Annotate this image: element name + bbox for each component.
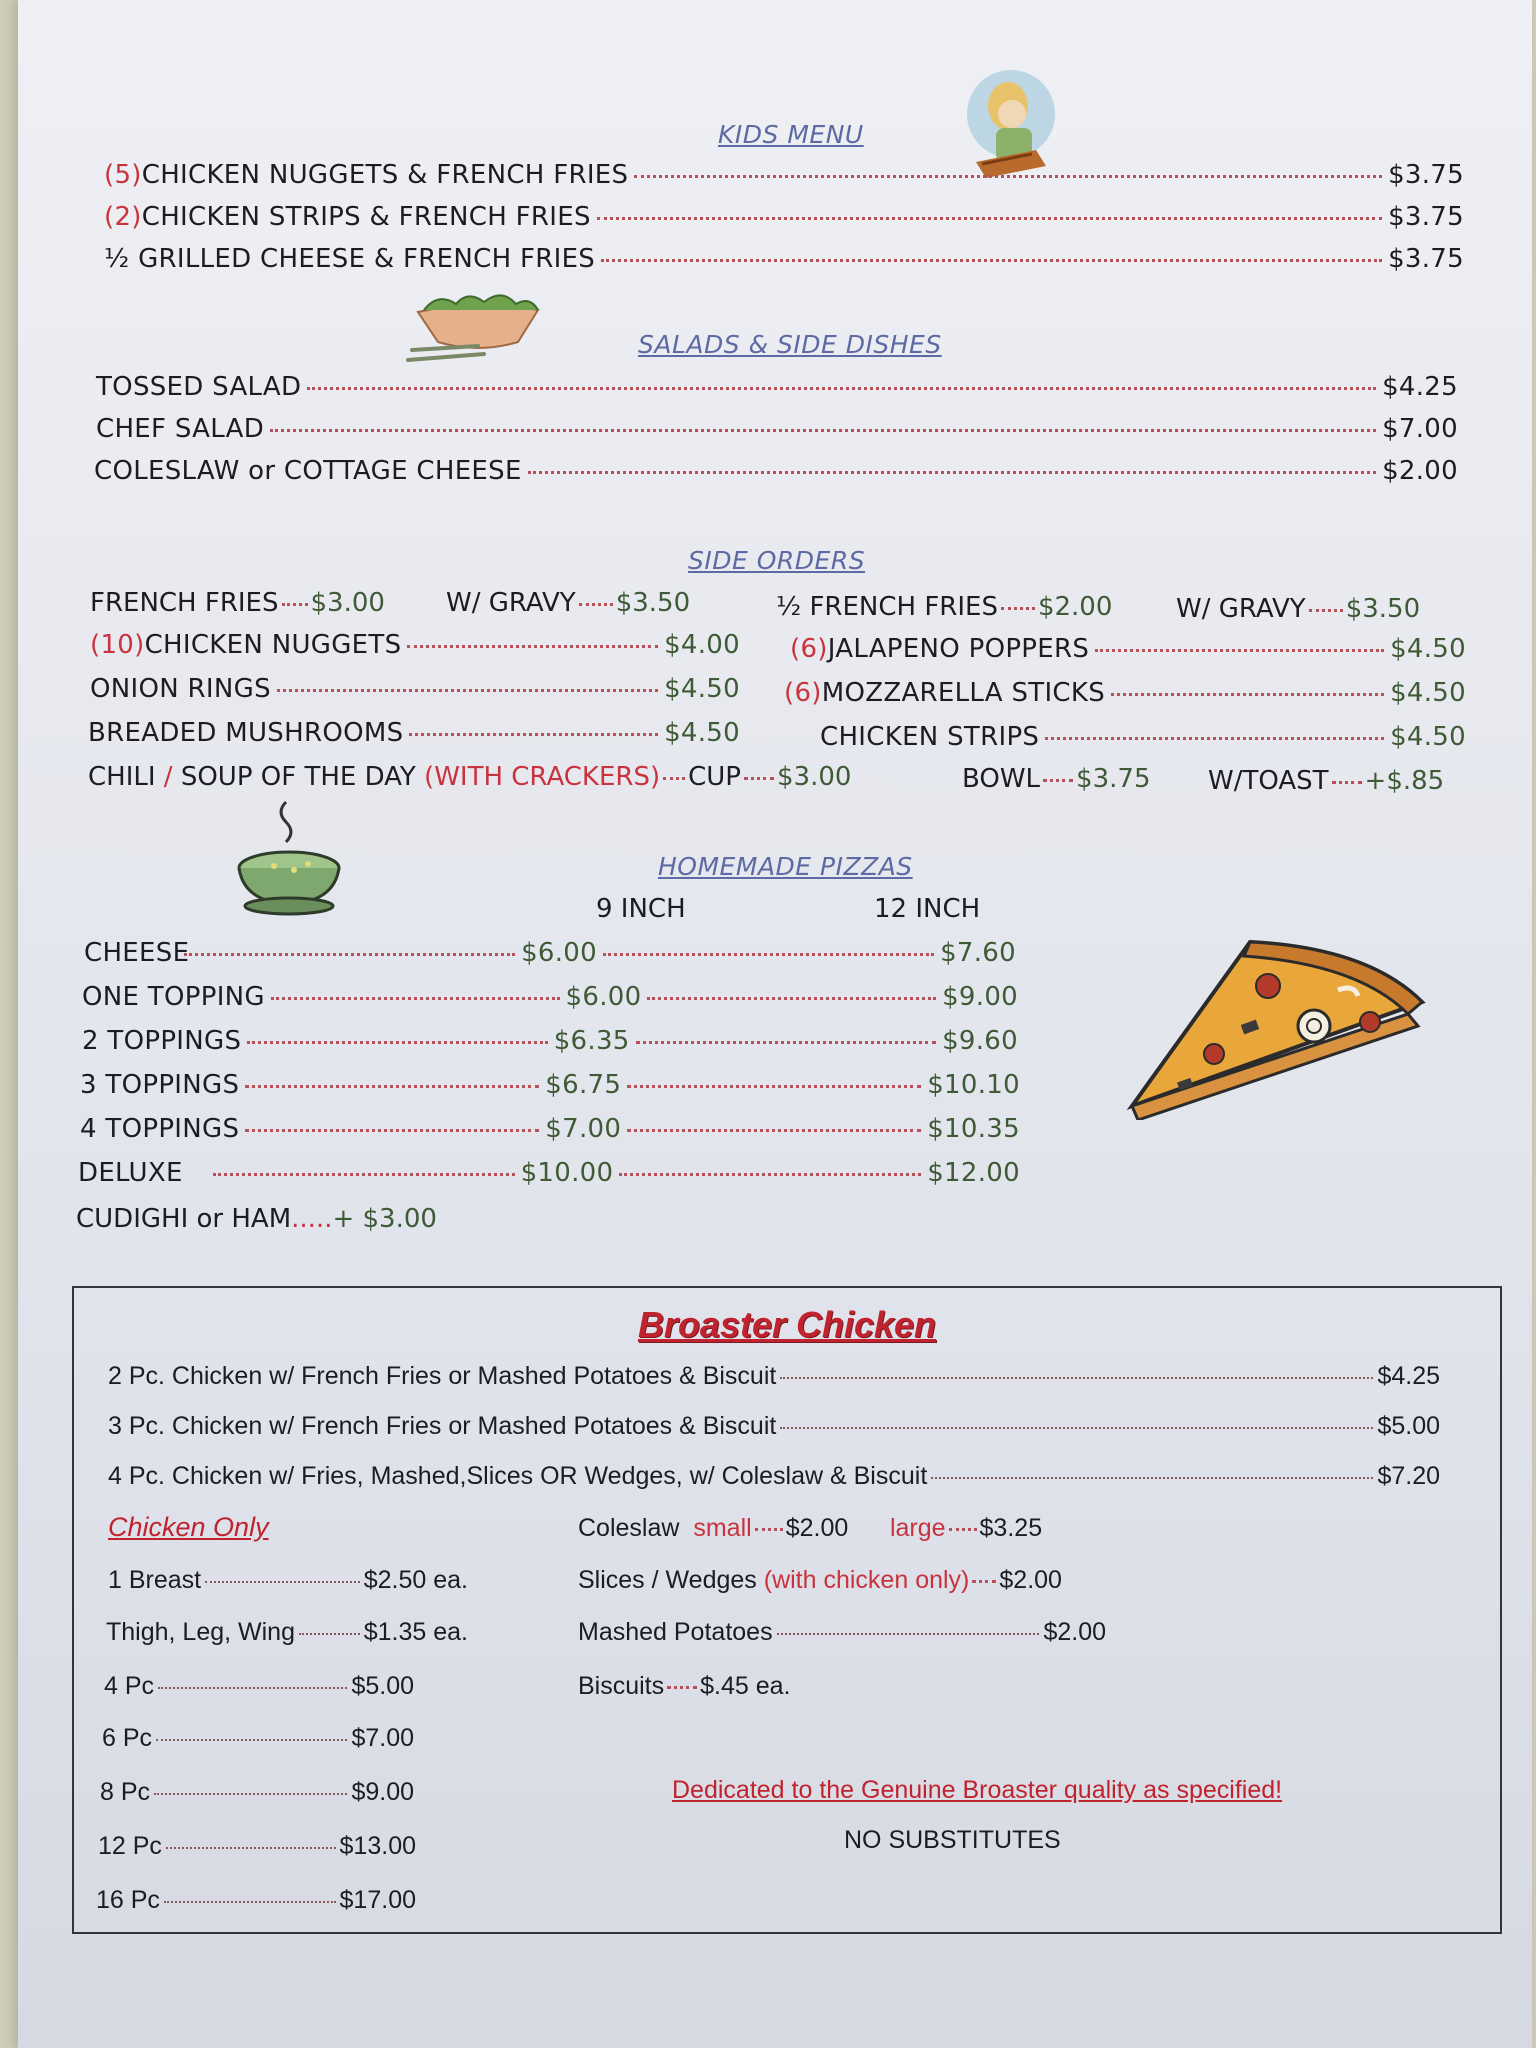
salad-item-price: $7.00 (1382, 414, 1458, 444)
slash: / (155, 762, 181, 792)
leader-dots (245, 1129, 539, 1132)
half-fries-line (776, 592, 1112, 622)
extra-price: + $3.00 (332, 1204, 437, 1234)
chicken-name: 8 Pc (100, 1778, 151, 1806)
leader-dots (299, 1633, 360, 1635)
salad-item (96, 372, 1458, 402)
leader-dots (271, 997, 560, 1000)
leader-dots (972, 1580, 996, 1583)
leader-dots (636, 1041, 936, 1044)
pizza-price-9: $7.00 (545, 1114, 622, 1144)
col-12-inch: 12 INCH (874, 894, 981, 924)
kids-menu-title: KIDS MENU (718, 120, 864, 149)
pizza-price-12: $10.10 (927, 1070, 1020, 1100)
broaster-dinner (108, 1412, 1440, 1441)
leader-dots (777, 1633, 1040, 1635)
pizza-price-12: $10.35 (927, 1114, 1020, 1144)
small-label: small (693, 1514, 752, 1542)
chicken-only-item (100, 1778, 414, 1807)
gravy-price: $3.50 (615, 588, 691, 618)
leader-dots (1001, 607, 1035, 610)
extra-name: CUDIGHI or HAM (76, 1204, 292, 1234)
pizza-name: 3 TOPPINGS (80, 1070, 240, 1100)
mashed-label: Mashed Potatoes (578, 1618, 773, 1646)
pizza-slice-icon (1118, 930, 1438, 1120)
chicken-name: 1 Breast (108, 1566, 202, 1594)
leader-dots (245, 1085, 539, 1088)
side-item (820, 722, 1466, 752)
leader-dots (307, 387, 1376, 390)
coleslaw-label: Coleslaw (578, 1514, 680, 1542)
leader-dots (158, 1687, 347, 1689)
extra-dots: ..... (291, 1204, 333, 1234)
side-item (90, 674, 740, 704)
leader-dots (780, 1377, 1373, 1379)
pizza-name: 2 TOPPINGS (82, 1026, 242, 1056)
chicken-price: $2.50 ea. (363, 1566, 468, 1594)
chicken-name: 6 Pc (102, 1724, 153, 1752)
side-item-qty: (6) (790, 634, 828, 664)
slices-label: Slices / Wedges (578, 1566, 757, 1594)
leader-dots (277, 689, 658, 692)
no-substitutes-note: NO SUBSTITUTES (844, 1826, 1061, 1854)
side-item-name: MOZZARELLA STICKS (821, 678, 1106, 708)
chicken-name: 4 Pc (104, 1672, 155, 1700)
gravy-price: $3.50 (1345, 594, 1421, 624)
leader-dots (205, 1581, 360, 1583)
pizza-row (82, 982, 1018, 1012)
salad-item (94, 456, 1458, 486)
chicken-price: $13.00 (339, 1832, 416, 1860)
broaster-dinner (108, 1462, 1440, 1491)
slices-note: (with chicken only) (763, 1566, 970, 1594)
side-item-qty: (6) (784, 678, 822, 708)
chili-soup-line (88, 762, 851, 792)
pizza-price-12: $12.00 (927, 1158, 1020, 1188)
biscuits-line (578, 1672, 791, 1701)
pizza-price-9: $10.00 (520, 1158, 614, 1188)
leader-dots (601, 259, 1382, 262)
pizza-name: ONE TOPPING (82, 982, 265, 1012)
kids-item-name: CHICKEN NUGGETS & FRENCH FRIES (141, 160, 629, 190)
dinner-price: $7.20 (1377, 1462, 1440, 1490)
pizza-price-9: $6.75 (545, 1070, 622, 1100)
large-price: $3.25 (979, 1514, 1043, 1542)
leader-dots (247, 1041, 547, 1044)
side-item-name: JALAPENO POPPERS (827, 634, 1090, 664)
side-item-qty: (10) (90, 630, 145, 660)
half-fries-name: ½ FRENCH FRIES (776, 592, 998, 622)
pizzas-title: HOMEMADE PIZZAS (658, 852, 913, 881)
chicken-price: $1.35 ea. (363, 1618, 468, 1646)
broaster-dinner (108, 1362, 1440, 1391)
side-item-price: $4.50 (1390, 634, 1466, 664)
chicken-price: $7.00 (351, 1724, 414, 1752)
side-item-price: $4.50 (1390, 678, 1466, 708)
dinner-name: 4 Pc. Chicken w/ Fries, Mashed,Slices OR Wedges, w/ Coleslaw & Biscuit (108, 1462, 928, 1490)
dedication-note: Dedicated to the Genuine Broaster quality as specified! (672, 1776, 1283, 1804)
pizza-extra-line (76, 1204, 437, 1234)
side-item-name: ONION RINGS (90, 674, 271, 704)
kids-item-qty: (2) (104, 202, 142, 232)
dinner-name: 3 Pc. Chicken w/ French Fries or Mashed Potatoes & Biscuit (108, 1412, 777, 1440)
mashed-line (578, 1618, 1106, 1647)
broaster-title: Broaster Chicken (637, 1304, 937, 1345)
chicken-only-item (96, 1886, 416, 1915)
kids-item-price: $3.75 (1388, 244, 1464, 274)
pizza-row (80, 1114, 1020, 1144)
side-item-name: CHICKEN NUGGETS (144, 630, 402, 660)
salad-item-name: TOSSED SALAD (96, 372, 302, 402)
menu-page (18, 0, 1532, 2048)
bowl-price: $3.75 (1076, 764, 1151, 794)
salad-item-name: CHEF SALAD (96, 414, 265, 444)
pizza-price-9: $6.35 (553, 1026, 630, 1056)
side-item-price: $4.00 (664, 630, 740, 660)
chicken-name: Thigh, Leg, Wing (106, 1618, 295, 1646)
side-item-name: BREADED MUSHROOMS (88, 718, 404, 748)
toast-line (1208, 766, 1444, 796)
pizza-name: DELUXE (78, 1158, 183, 1188)
leader-dots (156, 1739, 347, 1741)
leader-dots (407, 645, 658, 648)
salad-item-price: $4.25 (1382, 372, 1458, 402)
chicken-only-item (108, 1566, 468, 1595)
leader-dots (282, 603, 308, 606)
leader-dots (1043, 779, 1073, 782)
leader-dots (931, 1477, 1373, 1479)
side-item (90, 630, 740, 660)
soup-label: SOUP OF THE DAY (180, 762, 416, 792)
leader-dots (409, 733, 658, 736)
toast-price: +$.85 (1364, 766, 1445, 796)
chicken-name: 12 Pc (98, 1832, 162, 1860)
leader-dots (270, 429, 1376, 432)
leader-dots (755, 1528, 783, 1531)
chicken-only-item (104, 1672, 414, 1701)
chicken-name: 16 Pc (96, 1886, 160, 1914)
leader-dots (627, 1085, 921, 1088)
chicken-only-item (106, 1618, 468, 1647)
salad-item-name: COLESLAW or COTTAGE CHEESE (94, 456, 522, 486)
salads-title: SALADS & SIDE DISHES (638, 330, 942, 359)
cup-label: CUP (688, 762, 741, 792)
biscuits-price: $.45 ea. (700, 1672, 791, 1700)
side-item (88, 718, 740, 748)
crackers-note: (WITH CRACKERS) (415, 762, 661, 792)
side-item-name: CHICKEN STRIPS (820, 722, 1040, 752)
leader-dots (619, 1173, 921, 1176)
coleslaw-line (578, 1514, 1042, 1543)
toast-label: W/TOAST (1208, 766, 1329, 796)
pizza-row: CHEESE $6.00 $7.60 (84, 938, 1016, 968)
salad-item-price: $2.00 (1382, 456, 1458, 486)
kids-item-qty: (5) (104, 160, 142, 190)
dinner-price: $5.00 (1377, 1412, 1440, 1440)
leader-dots (647, 997, 936, 1000)
leader-dots (634, 175, 1382, 178)
side-item-price: $4.50 (1390, 722, 1466, 752)
side-item-price: $4.50 (664, 718, 740, 748)
bowl-label: BOWL (962, 764, 1041, 794)
leader-dots (1332, 781, 1362, 784)
leader-dots (1111, 693, 1384, 696)
chicken-price: $9.00 (351, 1778, 414, 1806)
leader-dots (663, 777, 685, 780)
leader-dots (164, 1901, 336, 1903)
pizza-price-12: $7.60 (940, 938, 1016, 968)
gravy-label: W/ GRAVY (446, 588, 576, 618)
pizza-row (80, 1070, 1020, 1100)
soup-bowl-icon (224, 798, 354, 918)
pizza-price-9: $6.00 (565, 982, 642, 1012)
col-9-inch: 9 INCH (596, 894, 686, 924)
mashed-price: $2.00 (1043, 1618, 1106, 1646)
leader-dots (627, 1129, 921, 1132)
pizza-price-9: $6.00 (521, 938, 597, 968)
bowl-line (962, 764, 1150, 794)
gravy-label: W/ GRAVY (1176, 594, 1306, 624)
slices-price: $2.00 (999, 1566, 1062, 1594)
kids-item (104, 202, 1464, 232)
biscuits-label: Biscuits (578, 1672, 665, 1700)
fries-gravy-line (446, 588, 690, 618)
pizza-price-12: $9.60 (942, 1026, 1018, 1056)
salad-item (96, 414, 1458, 444)
kids-item-name: CHICKEN STRIPS & FRENCH FRIES (141, 202, 591, 232)
slices-line (578, 1566, 1062, 1595)
leader-dots (603, 953, 934, 956)
leader-dots (597, 217, 1382, 220)
chicken-price: $5.00 (351, 1672, 414, 1700)
dinner-name: 2 Pc. Chicken w/ French Fries or Mashed Potatoes & Biscuit (108, 1362, 777, 1390)
half-fries-price: $2.00 (1037, 592, 1113, 622)
side-item (790, 634, 1466, 664)
side-item (784, 678, 1466, 708)
half-fries-gravy-line (1176, 594, 1420, 624)
chicken-only-item (98, 1832, 416, 1861)
broaster-chicken-box (72, 1286, 1502, 1934)
kids-item (104, 244, 1464, 274)
french-fries-line (90, 588, 385, 618)
leader-dots (154, 1793, 347, 1795)
pizza-name: 4 TOPPINGS (80, 1114, 240, 1144)
leader-dots (667, 1686, 697, 1689)
leader-dots (579, 603, 613, 606)
leader-dots (213, 1173, 515, 1176)
fries-price: $3.00 (310, 588, 385, 618)
pizza-row (82, 1026, 1018, 1056)
leader-dots (1045, 737, 1384, 740)
side-orders-title: SIDE ORDERS (688, 546, 866, 575)
side-item-price: $4.50 (664, 674, 740, 704)
large-label: large (889, 1514, 946, 1542)
kids-item-name: ½ GRILLED CHEESE & FRENCH FRIES (104, 244, 596, 274)
leader-dots (780, 1427, 1373, 1429)
cup-price: $3.00 (777, 762, 852, 792)
leader-dots (949, 1528, 977, 1531)
salad-bowl-icon (398, 288, 558, 368)
pizza-row (78, 1158, 1020, 1188)
chicken-only-title: Chicken Only (108, 1512, 269, 1542)
leader-dots (184, 953, 515, 956)
leader-dots (528, 471, 1376, 474)
pizza-price-12: $9.00 (942, 982, 1019, 1012)
leader-dots (166, 1847, 336, 1849)
kids-item (104, 160, 1464, 190)
chicken-price: $17.00 (339, 1886, 416, 1914)
kids-item-price: $3.75 (1388, 202, 1464, 232)
leader-dots (744, 777, 774, 780)
leader-dots (1309, 609, 1343, 612)
leader-dots (1095, 649, 1384, 652)
dinner-price: $4.25 (1377, 1362, 1440, 1390)
small-price: $2.00 (785, 1514, 849, 1542)
fries-name: FRENCH FRIES (90, 588, 279, 618)
chicken-only-item (102, 1724, 414, 1753)
kids-item-price: $3.75 (1388, 160, 1464, 190)
chili-label: CHILI (88, 762, 156, 792)
